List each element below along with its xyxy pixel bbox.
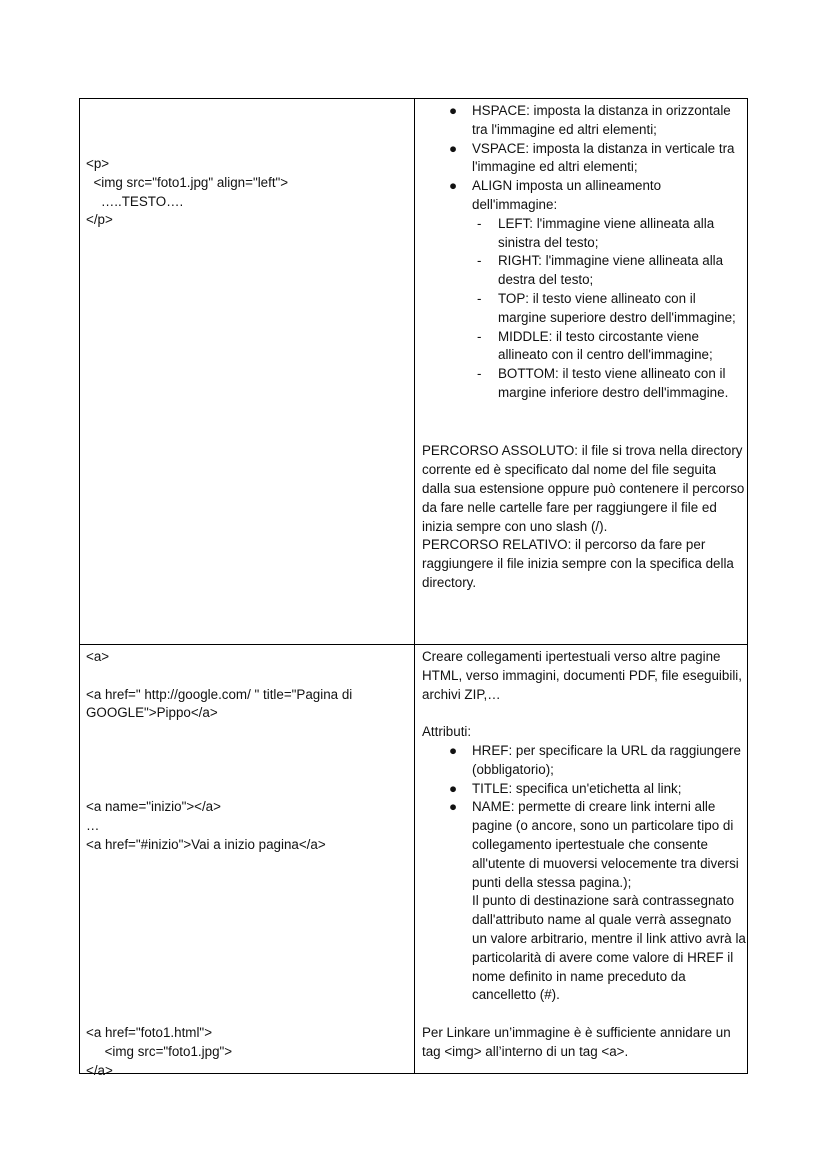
code-line: <a name="inizio"></a> <box>86 799 221 815</box>
dash-icon: - <box>477 328 482 344</box>
list-item <box>422 798 746 892</box>
attributes-heading: Attributi: <box>422 724 472 740</box>
bullet-icon: ● <box>449 742 458 758</box>
code-line: </p> <box>86 212 113 228</box>
code-line: <a href="foto1.html"> <box>86 1024 213 1040</box>
sub-list-item <box>422 290 746 328</box>
code-line: <a href=" http://google.com/ " title="Pagina di <box>86 686 353 702</box>
bullet-icon: ● <box>449 103 458 118</box>
align-right-text: RIGHT: l'immagine viene allineata alla destra del testo; <box>498 253 724 288</box>
code-line: <img src="foto1.jpg"> <box>86 1043 233 1059</box>
img-attributes-description <box>422 102 746 593</box>
dash-icon: - <box>477 253 482 269</box>
dash-icon: - <box>477 215 482 231</box>
title-text: TITLE: specifica un'etichetta al link; <box>472 780 682 796</box>
align-middle-text: MIDDLE: il testo circostante viene allineato con il centro dell'immagine; <box>498 328 713 363</box>
code-line: GOOGLE">Pippo</a> <box>86 705 218 721</box>
list-item <box>422 140 746 178</box>
relative-path-paragraph: PERCORSO RELATIVO: il percorso da fare per raggiungere il file inizia sempre con la specifica della directory. <box>422 537 734 590</box>
code-line: … <box>86 818 100 834</box>
row-divider <box>80 644 747 645</box>
name-note: Il punto di destinazione sarà contrassegnato dall'attributo name al quale verrà assegnato un valore arbitrario, mentre il link attivo avrà la particolarità di avere come valore di HREF il nome definito in name preceduto da cancelletto (#). <box>472 893 746 1003</box>
bullet-icon: ● <box>449 178 458 194</box>
img-link-note: Per Linkare un’immagine è è sufficiente annidare un tag <img> all’interno di un tag <a>. <box>422 1024 731 1059</box>
list-item <box>422 780 746 799</box>
hspace-text: HSPACE: imposta la distanza in orizzontale tra l'immagine ed altri elementi; <box>472 103 731 137</box>
dash-icon: - <box>477 366 482 382</box>
code-line: <a href="#inizio">Vai a inizio pagina</a> <box>86 836 326 852</box>
sub-list-item <box>422 328 746 366</box>
column-divider <box>414 99 415 1073</box>
code-line: <a> <box>86 649 110 664</box>
bullet-icon: ● <box>449 799 458 815</box>
align-text: ALIGN imposta un allineamento dell'immagine: <box>472 178 662 212</box>
code-line: …..TESTO…. <box>86 193 184 209</box>
absolute-path-paragraph: PERCORSO ASSOLUTO: il file si trova nella directory corrente ed è specificato dal nome del file seguita dalla sua estensione oppure può contenere il percorso da fare nelle cartelle fare per raggiungere il file ed inizia sempre con uno slash (/). <box>422 443 745 534</box>
list-item <box>422 742 746 780</box>
anchor-intro: Creare collegamenti ipertestuali verso altre pagine HTML, verso immagini, documenti PDF, file eseguibili, archivi ZIP,… <box>422 649 743 702</box>
align-bottom-text: BOTTOM: il testo viene allineato con il margine inferiore destro dell'immagine. <box>498 366 729 400</box>
sub-list-item <box>422 365 746 403</box>
anchor-code-examples <box>86 648 406 1080</box>
code-line: <p> <box>86 156 110 171</box>
anchor-description <box>422 648 746 1062</box>
code-line: <img src="foto1.jpg" align="left"> <box>86 174 289 190</box>
html-reference-table <box>79 98 748 1078</box>
href-text: HREF: per specificare la URL da raggiungere (obbligatorio); <box>472 742 741 777</box>
list-item <box>422 177 746 215</box>
bullet-icon: ● <box>449 780 458 796</box>
dash-icon: - <box>477 290 482 306</box>
align-left-text: LEFT: l'immagine viene allineata alla sinistra del testo; <box>498 215 715 250</box>
sub-list-item <box>422 215 746 253</box>
align-top-text: TOP: il testo viene allineato con il margine superiore destro dell'immagine; <box>498 290 736 325</box>
sub-list-item <box>422 252 746 290</box>
list-item <box>422 102 746 140</box>
name-text: NAME: permette di creare link interni alle pagine (o ancore, sono un particolare tipo di collegamento ipertestuale che consente all'utente di muoversi velocemente tra diversi punti della stessa pagina.); <box>472 799 739 890</box>
code-line: </a> <box>86 1062 113 1078</box>
bullet-icon: ● <box>449 140 458 156</box>
img-align-code-example <box>86 155 406 230</box>
vspace-text: VSPACE: imposta la distanza in verticale tra l'immagine ed altri elementi; <box>472 140 735 175</box>
